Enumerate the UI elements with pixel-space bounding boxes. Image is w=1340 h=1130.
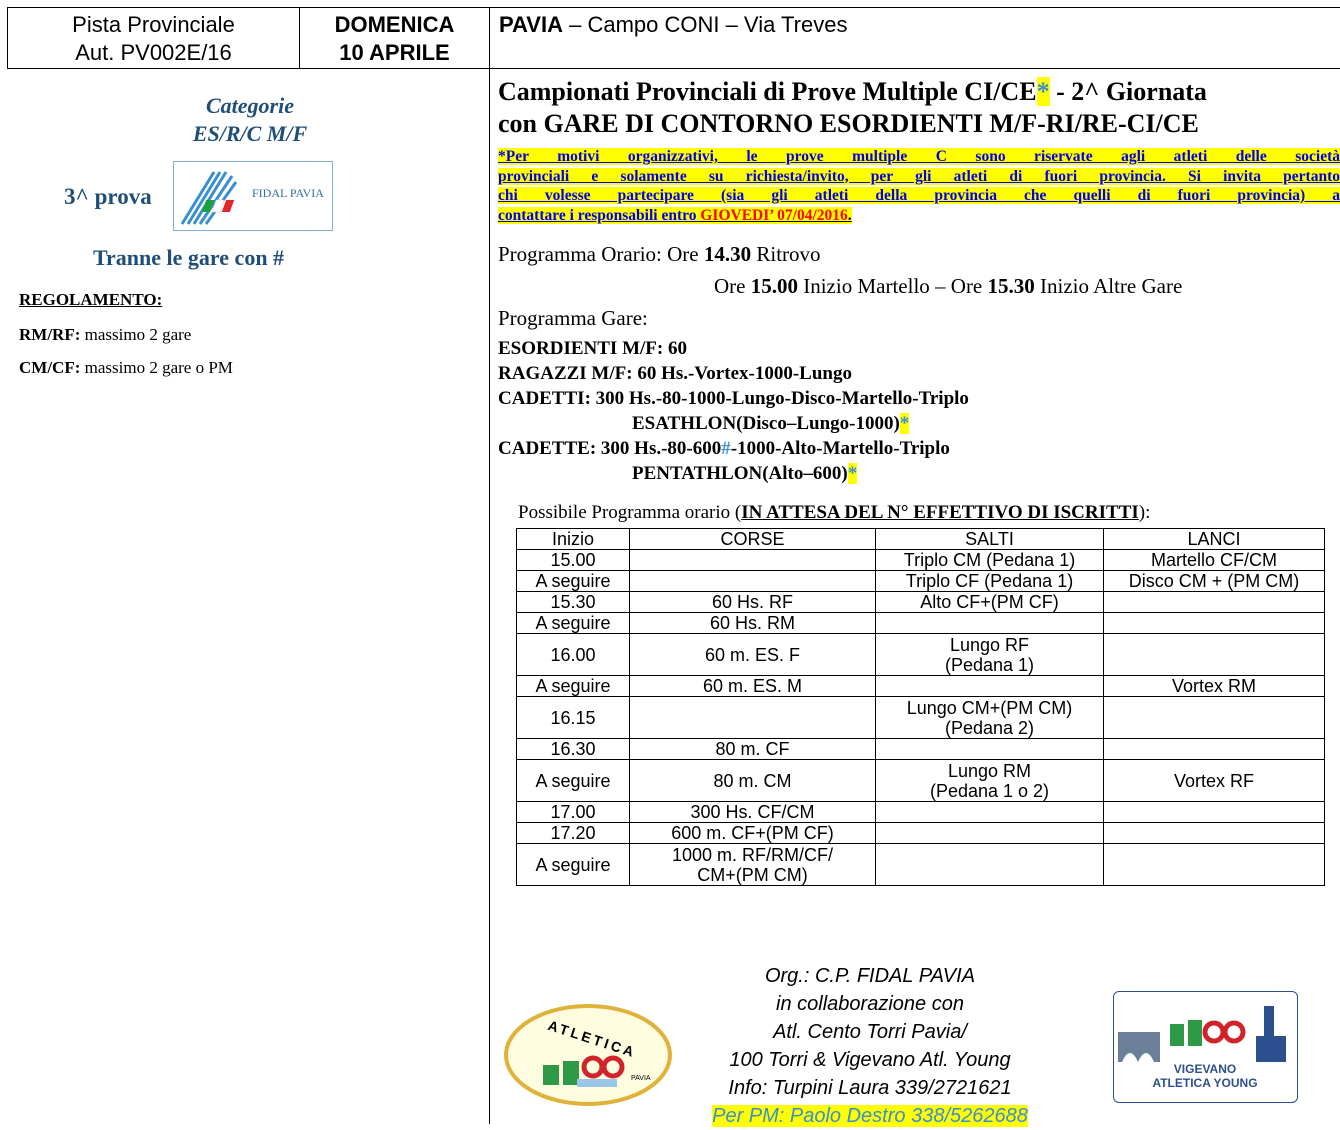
track-cell: 300 Hs. CF/CM: [630, 802, 876, 823]
program-title: Programma Gare:: [498, 306, 648, 330]
notice-dot: .: [847, 206, 852, 224]
throws-cell: Vortex RF: [1104, 760, 1325, 802]
event-subtitle: con GARE DI CONTORNO ESORDIENTI M/F-RI/RE-CI/CE: [498, 109, 1199, 138]
table-row: [517, 739, 1325, 760]
table-row: [517, 634, 1325, 676]
throws-cell: [1104, 634, 1325, 676]
jumps-cell: [876, 844, 1104, 886]
event-title: [498, 76, 1207, 140]
table-row: [517, 697, 1325, 739]
header-circuit-cell: [7, 7, 300, 69]
start-cell: 17.00: [517, 802, 630, 823]
vigevano-logo-line1: VIGEVANO: [1173, 1062, 1237, 1076]
rule-cm-cf-text: massimo 2 gare o PM: [80, 358, 233, 377]
organizer-line: in collaborazione con: [776, 993, 964, 1015]
fidal-logo-text: FIDAL PAVIA: [252, 186, 324, 200]
event-title-main: Campionati Provinciali di Prove Multiple CI/CE: [498, 77, 1037, 106]
rule-cm-cf: [19, 358, 233, 378]
notice-line: chi volesse partecipare (sia gli atleti della provincia che quelli di fuori provincia) a: [498, 187, 1340, 204]
jumps-cell: Triplo CF (Pedana 1): [876, 571, 1104, 592]
schedule-table: [516, 528, 1325, 886]
column-divider: [489, 68, 490, 1124]
table-row: [517, 823, 1325, 844]
jumps-cell: [876, 802, 1104, 823]
program-star: *: [847, 463, 858, 484]
program-cadetti: CADETTI: 300 Hs.-80-1000-Lungo-Disco-Martello-Triplo: [498, 388, 969, 409]
except-note: Tranne le gare con #: [93, 245, 285, 270]
program-cadette-rest: -1000-Alto-Martello-Triplo: [730, 438, 950, 459]
jumps-cell: Alto CF+(PM CF): [876, 592, 1104, 613]
table-row: [517, 802, 1325, 823]
program-ragazzi: RAGAZZI M/F: 60 Hs.-Vortex-1000-Lungo: [498, 363, 852, 384]
start-cell: 17.20: [517, 823, 630, 844]
table-row: [517, 844, 1325, 886]
start-cell: A seguire: [517, 571, 630, 592]
track-cell: 60 Hs. RF: [630, 592, 876, 613]
schedule-table-body: [517, 529, 1325, 886]
schedule-line1: [498, 242, 821, 267]
notice-text: contattare i responsabili entro: [498, 206, 701, 224]
track-cell: 1000 m. RF/RM/CF/ CM+(PM CM): [630, 844, 876, 886]
table-header-start-cell: Inizio: [517, 529, 630, 550]
program-star: *: [899, 413, 910, 434]
jumps-cell: Lungo CM+(PM CM) (Pedana 2): [876, 697, 1104, 739]
atletica-logo-pavia: PAVIA: [631, 1075, 651, 1082]
program-pentathlon: PENTATHLON(Alto–600): [632, 463, 848, 484]
fidal-pavia-logo: [173, 161, 333, 231]
table-row: [517, 760, 1325, 802]
atletica-logo-icon: [503, 1003, 673, 1107]
vigevano-logo-line2: ATLETICA YOUNG: [1152, 1076, 1258, 1090]
notice-line: [498, 207, 852, 224]
throws-cell: [1104, 823, 1325, 844]
schedule-others-time: 15.30: [987, 274, 1035, 298]
throws-cell: [1104, 697, 1325, 739]
schedule-hammer-time: 15.00: [750, 274, 798, 298]
organizer-block: [620, 962, 1120, 1130]
jumps-cell: [876, 823, 1104, 844]
caption-prefix: Possibile Programma orario (: [518, 502, 742, 523]
track-cell: 80 m. CF: [630, 739, 876, 760]
prova-label: 3^ prova: [64, 184, 152, 209]
categories-heading: [150, 92, 350, 148]
header-circuit-line1: Pista Provinciale: [72, 12, 235, 37]
track-cell: 60 Hs. RM: [630, 613, 876, 634]
possible-schedule-caption: [518, 502, 1150, 524]
notice-deadline: GIOVEDI’ 07/04/2016: [700, 206, 848, 224]
throws-cell: [1104, 592, 1325, 613]
notice-line: *Per motivi organizzativi, le prove multiple C sono riservate agli atleti delle società: [498, 148, 1340, 165]
table-row: [517, 550, 1325, 571]
jumps-cell: Lungo RF (Pedana 1): [876, 634, 1104, 676]
track-cell: 600 m. CF+(PM CF): [630, 823, 876, 844]
throws-cell: Disco CM + (PM CM): [1104, 571, 1325, 592]
table-row: [517, 571, 1325, 592]
track-cell: 60 m. ES. F: [630, 634, 876, 676]
vigevano-logo-text: [1114, 1062, 1296, 1090]
table-row: [517, 592, 1325, 613]
header-city: PAVIA: [499, 12, 563, 37]
track-cell: [630, 550, 876, 571]
caption-emphasis: IN ATTESA DEL N° EFFETTIVO DI ISCRITTI: [741, 502, 1139, 523]
throws-cell: [1104, 739, 1325, 760]
table-header-throws-cell: LANCI: [1104, 529, 1325, 550]
program-list: [498, 336, 969, 486]
notice-line: provinciali e solamente su richiesta/invito, per gli atleti di fuori provincia. Si invita pertanto: [498, 167, 1340, 185]
notice-block: [498, 147, 1340, 225]
schedule-ritrovo-label: Ritrovo: [751, 242, 821, 266]
rule-rm-rf: [19, 325, 191, 345]
caption-suffix: ):: [1138, 502, 1151, 523]
schedule-ore: Ore: [714, 274, 751, 298]
jumps-cell: [876, 676, 1104, 697]
program-cadette: CADETTE: 300 Hs.-80-600: [498, 438, 722, 459]
jumps-cell: Lungo RM (Pedana 1 o 2): [876, 760, 1104, 802]
start-cell: 16.15: [517, 697, 630, 739]
header-location-cell: [489, 7, 1340, 69]
start-cell: A seguire: [517, 760, 630, 802]
vigevano-logo: [1113, 991, 1298, 1103]
header-venue: – Campo CONI – Via Treves: [562, 12, 848, 37]
header-date: 10 APRILE: [339, 40, 450, 65]
rule-rm-rf-text: massimo 2 gare: [80, 325, 192, 344]
table-row: [517, 613, 1325, 634]
throws-cell: Martello CF/CM: [1104, 550, 1325, 571]
start-cell: 16.00: [517, 634, 630, 676]
atletica-pavia-logo: [503, 1003, 673, 1107]
organizer-pm-contact: Per PM: Paolo Destro 338/5262688: [712, 1105, 1028, 1127]
throws-cell: Vortex RM: [1104, 676, 1325, 697]
program-hash: #: [721, 438, 731, 459]
event-title-star: *: [1036, 77, 1050, 106]
table-header-jumps-cell: SALTI: [876, 529, 1104, 550]
schedule-others-label: Inizio Altre Gare: [1034, 274, 1183, 298]
jumps-cell: [876, 613, 1104, 634]
track-cell: 80 m. CM: [630, 760, 876, 802]
track-cell: [630, 697, 876, 739]
organizer-line: Org.: C.P. FIDAL PAVIA: [764, 965, 976, 987]
table-header-row: [517, 529, 1325, 550]
categories-value: ES/R/C M/F: [192, 121, 308, 146]
throws-cell: [1104, 802, 1325, 823]
start-cell: 16.30: [517, 739, 630, 760]
schedule-ritrovo-time: 14.30: [703, 242, 752, 266]
jumps-cell: [876, 739, 1104, 760]
categories-label: Categorie: [206, 93, 294, 118]
atletica-logo-text: ATLETICA: [546, 1017, 639, 1061]
rule-rm-rf-label: RM/RF:: [19, 325, 81, 344]
organizer-line: Info: Turpini Laura 339/2721621: [728, 1077, 1012, 1099]
track-cell: [630, 571, 876, 592]
schedule-line2: [714, 274, 1182, 299]
organizer-line: 100 Torri & Vigevano Atl. Young: [729, 1049, 1011, 1071]
schedule-hammer-label: Inizio Martello – Ore: [797, 274, 988, 298]
header-date-cell: [299, 7, 490, 69]
regolamento-title: REGOLAMENTO:: [19, 290, 163, 309]
start-cell: A seguire: [517, 844, 630, 886]
program-esordienti: ESORDIENTI M/F: 60: [498, 338, 687, 359]
header-authorization: Aut. PV002E/16: [75, 40, 232, 65]
track-cell: 60 m. ES. M: [630, 676, 876, 697]
program-esathlon: ESATHLON(Disco–Lungo-1000): [632, 413, 900, 434]
throws-cell: [1104, 613, 1325, 634]
start-cell: A seguire: [517, 613, 630, 634]
table-row: [517, 676, 1325, 697]
start-cell: A seguire: [517, 676, 630, 697]
start-cell: 15.30: [517, 592, 630, 613]
table-header-track-cell: CORSE: [630, 529, 876, 550]
rule-cm-cf-label: CM/CF:: [19, 358, 81, 377]
event-title-day: - 2^ Giornata: [1049, 77, 1207, 106]
throws-cell: [1104, 844, 1325, 886]
jumps-cell: Triplo CM (Pedana 1): [876, 550, 1104, 571]
schedule-prefix: Programma Orario: Ore: [498, 242, 704, 266]
organizer-line: Atl. Cento Torri Pavia/: [773, 1021, 967, 1043]
header-day: DOMENICA: [334, 12, 455, 37]
start-cell: 15.00: [517, 550, 630, 571]
